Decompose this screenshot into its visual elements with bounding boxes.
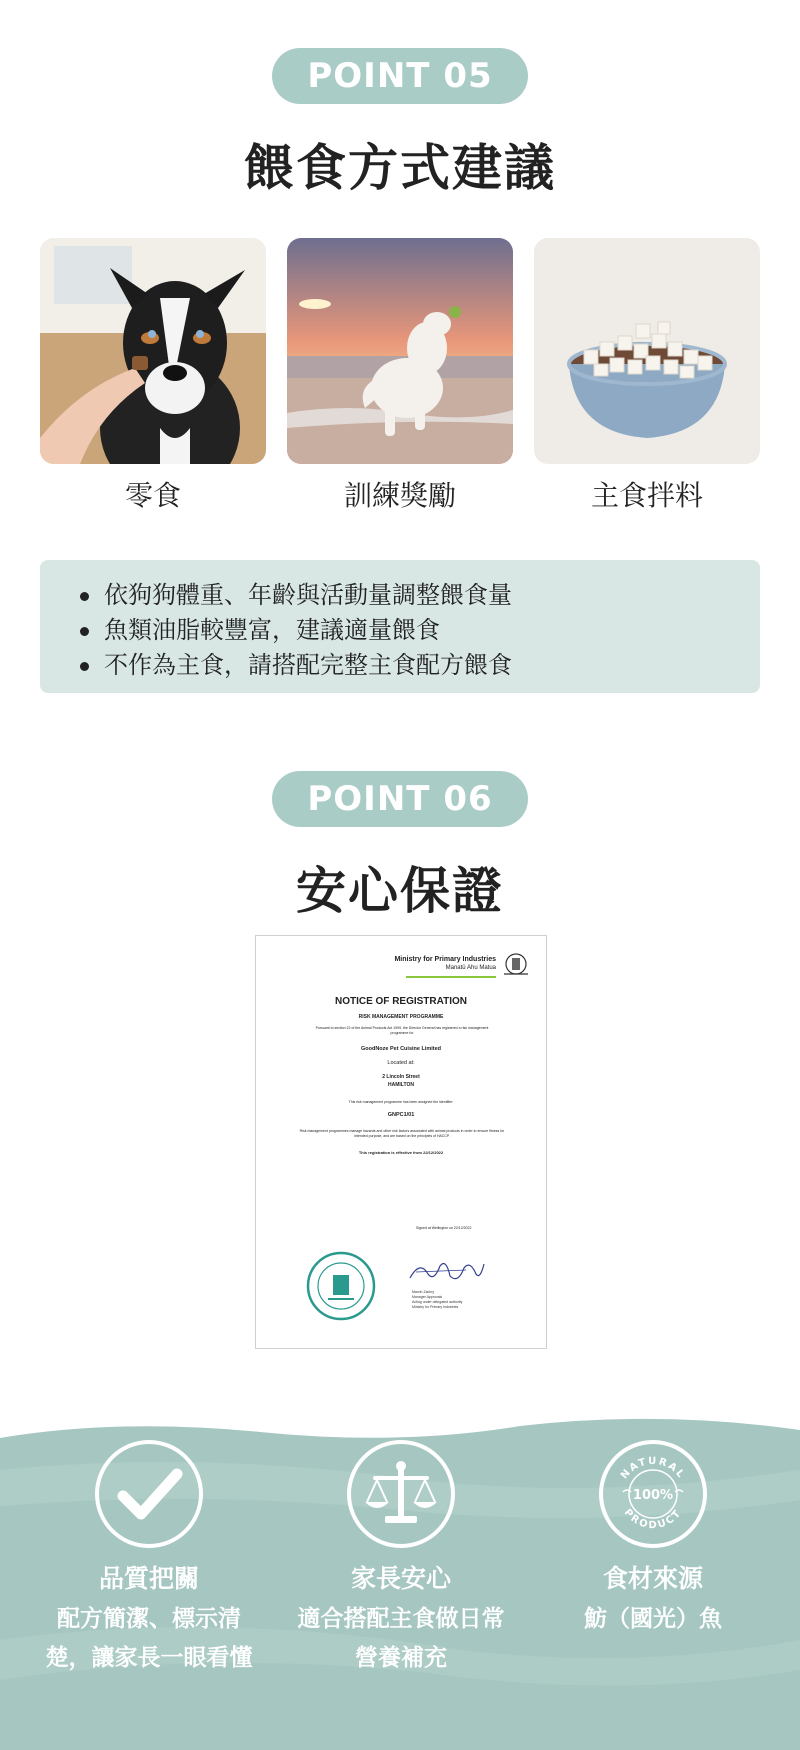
signatory-line: Manager Approvals [412, 1295, 443, 1299]
cert-located-label: Located at: [387, 1060, 415, 1066]
cert-signed: Signed at Wellington on 22/12/2022 [416, 1226, 472, 1230]
cert-subheading: RISK MANAGEMENT PROGRAMME [358, 1014, 444, 1020]
cert-signatory [412, 1290, 462, 1310]
cert-identifier-intro: This risk management programme has been assigned the identifier: [348, 1100, 454, 1104]
natural-product-icon [599, 1440, 707, 1548]
feature-peace-of-mind [276, 1440, 526, 1678]
svg-text:NATURAL: NATURAL [619, 1455, 688, 1482]
feature-title: 食材來源 [602, 1564, 703, 1593]
coat-of-arms-icon [502, 950, 530, 980]
point06-title: 安心保證 [296, 862, 504, 920]
signatory-line: Acting under delegated authority [412, 1300, 463, 1304]
photo-snack-dog [40, 238, 266, 464]
feature-title: 家長安心 [350, 1564, 451, 1593]
svg-text:PRODUCT: PRODUCT [621, 1507, 685, 1532]
feature-desc [24, 1600, 274, 1678]
cert-address-street: 2 Lincoln Street [382, 1074, 420, 1080]
cert-intro: Pursuant to section 22 of the Animal Products Act 1999, the Director General has registered a risk management programme for [315, 1026, 489, 1035]
cert-effective: This registration is effective from 22/12/2022 [358, 1150, 444, 1155]
caption-snack: 零食 [124, 479, 181, 512]
point06-badge: POINT 06 [272, 771, 528, 827]
list-item: 不作為主食，請搭配完整主食配方餵食 [78, 648, 760, 683]
point05-title: 餵食方式建議 [244, 139, 556, 197]
ministry-seal-icon [306, 1251, 376, 1321]
feature-desc-line: 配方簡潔、標示清 [57, 1606, 241, 1632]
signature [406, 1256, 486, 1286]
cert-identifier: GNPC1/01 [387, 1112, 415, 1118]
list-item: 魚類油脂較豐富，建議適量餵食 [78, 613, 760, 648]
signatory-line: Ministry for Primary Industries [412, 1305, 459, 1309]
feature-desc-line: 魴（國光）魚 [584, 1606, 722, 1632]
caption-topper: 主食拌料 [590, 479, 703, 512]
feeding-tips-box [40, 560, 760, 693]
feature-desc-line: 楚，讓家長一眼看懂 [45, 1645, 253, 1671]
registration-certificate [255, 935, 547, 1349]
feature-title: 品質把關 [98, 1564, 199, 1593]
cert-green-rule [406, 976, 496, 978]
svg-text:100%: 100% [632, 1488, 674, 1503]
cert-company: GoodNoze Pet Cuisine Limited [360, 1046, 442, 1052]
cert-heading: NOTICE OF REGISTRATION [334, 996, 468, 1007]
signatory-line: Marvin Zachry [412, 1290, 435, 1294]
photo-topper-bowl [534, 238, 760, 464]
cert-ministry-maori: Manatū Ahu Matua [445, 965, 496, 971]
cert-ministry: Ministry for Primary Industries [394, 956, 496, 963]
list-item: 依狗狗體重、年齡與活動量調整餵食量 [78, 578, 760, 613]
feature-source [528, 1440, 778, 1639]
feature-desc-line: 適合搭配主食做日常 [297, 1606, 505, 1632]
cert-address-city: HAMILTON [388, 1082, 414, 1088]
feature-desc [276, 1600, 526, 1678]
feature-quality [24, 1440, 274, 1678]
feeding-tips-list [78, 578, 760, 683]
feature-desc [528, 1600, 778, 1639]
checkmark-icon [95, 1440, 203, 1548]
point05-badge: POINT 05 [272, 48, 528, 104]
feature-desc-line: 營養補充 [355, 1645, 447, 1671]
caption-training: 訓練獎勵 [343, 479, 456, 512]
scale-icon [347, 1440, 455, 1548]
photo-training-dog [287, 238, 513, 464]
cert-body: Risk management programmes manage hazards and other risk factors associated with animal products in order to ensure fitness for intended purpose, and are based on the principles of HACCP. [299, 1129, 505, 1138]
